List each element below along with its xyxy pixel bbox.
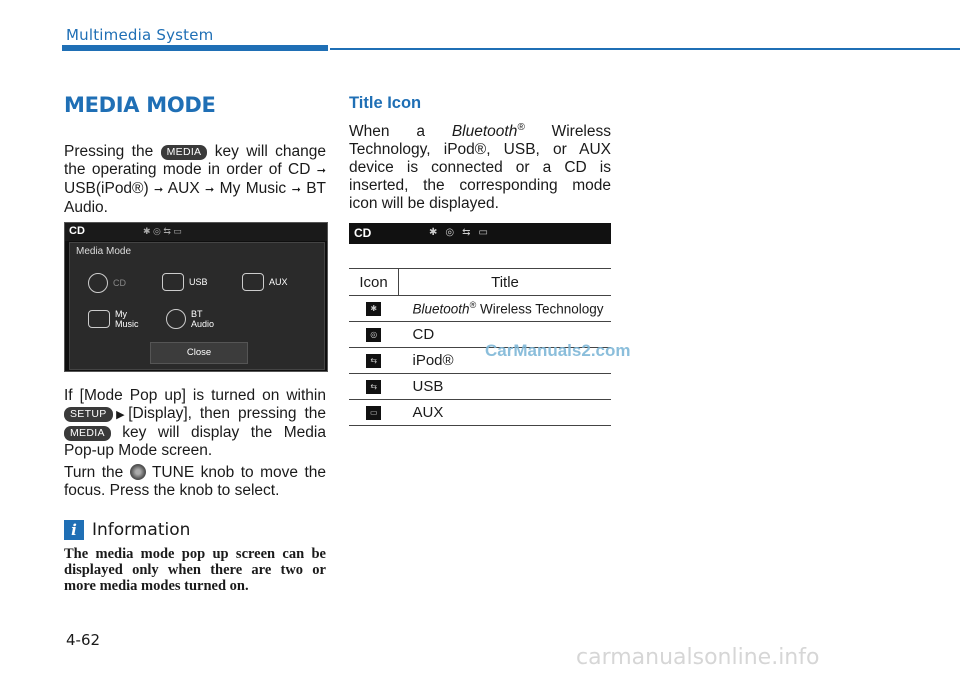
- info-icon: i: [64, 520, 84, 540]
- info-title: Information: [92, 520, 191, 540]
- bluetooth-icon: ✱: [366, 302, 381, 316]
- column-header-title: Title: [399, 269, 612, 296]
- status-source-label: CD: [354, 226, 372, 240]
- table-cell-title: Bluetooth® Wireless Technology: [399, 296, 612, 322]
- aux-icon: ▭: [366, 406, 381, 420]
- table-row: [349, 400, 611, 426]
- mode-my-music-option[interactable]: My Music: [88, 309, 139, 329]
- tune-knob-icon: [130, 464, 146, 480]
- watermark-online: carmanualsonline.info: [576, 645, 820, 670]
- usb-icon: ⇆: [366, 380, 381, 394]
- media-key: MEDIA: [64, 426, 111, 441]
- status-icons: ✱ ◎ ⇆ ▭: [143, 226, 182, 236]
- usb-icon: [162, 273, 184, 291]
- table-cell-title: USB: [399, 374, 612, 400]
- title-icon-paragraph: When a Bluetooth® Wireless Technology, iPod®, USB, or AUX device is connected or a CD is inserted, the corresponding mode icon will be displayed.: [349, 122, 611, 213]
- folder-music-icon: [88, 310, 110, 328]
- triangle-right-icon: ▶: [112, 409, 129, 421]
- table-row: [349, 374, 611, 400]
- media-mode-screen: [64, 222, 328, 372]
- arrow-icon: ➞: [205, 184, 215, 196]
- cd-icon: [88, 273, 108, 293]
- media-key: MEDIA: [161, 145, 208, 160]
- screen-source-label: CD: [69, 225, 85, 237]
- title-status-bar: [349, 223, 611, 244]
- cd-icon: ◎: [445, 227, 455, 238]
- media-mode-paragraph: Pressing the MEDIA key will change the operating mode in order of CD ➞ USB(iPod®) ➞ AUX ➞ My Music ➞ BT Audio.: [64, 143, 326, 216]
- arrow-icon: ➞: [154, 184, 164, 196]
- table-cell-title: iPod®: [399, 348, 612, 374]
- mode-usb-option[interactable]: USB: [162, 273, 208, 291]
- tune-paragraph: Turn the TUNE knob to move the focus. Press the knob to select.: [64, 464, 326, 499]
- section-title: Multimedia System: [66, 26, 214, 44]
- close-button[interactable]: Close: [150, 342, 248, 364]
- table-cell-title: AUX: [399, 400, 612, 426]
- header-rule-thin: [330, 48, 960, 50]
- arrow-icon: ➞: [291, 184, 301, 196]
- table-row: [349, 296, 611, 322]
- screen-status-bar: [65, 223, 327, 241]
- header-rule-thick: [62, 45, 328, 51]
- popup-setting-paragraph: If [Mode Pop up] is turned on within SETUP ▶[Display], then pressing the MEDIA key will display the Media Pop-up Mode screen.: [64, 387, 326, 459]
- bluetooth-icon: [166, 309, 186, 329]
- mode-bt-audio-option[interactable]: BT Audio: [166, 309, 214, 329]
- info-text: The media mode pop up screen can be displayed only when there are two or more media modes turned on.: [64, 546, 326, 594]
- watermark-carmanuals: CarManuals2.com: [485, 341, 631, 360]
- popup-title: Media Mode: [76, 246, 132, 257]
- media-mode-heading: MEDIA MODE: [64, 93, 216, 117]
- aux-icon: ▭: [478, 227, 488, 238]
- aux-icon: [242, 273, 264, 291]
- media-mode-popup: [69, 242, 325, 370]
- usb-icon: ⇆: [366, 354, 381, 368]
- bluetooth-icon: ✱: [429, 227, 438, 238]
- title-icon-heading: Title Icon: [349, 94, 422, 112]
- table-cell-title: CD: [399, 322, 612, 348]
- table-header-row: [349, 269, 611, 296]
- arrow-icon: ➞: [316, 165, 326, 177]
- usb-icon: ⇆: [462, 227, 471, 238]
- mode-cd-option[interactable]: CD: [88, 273, 126, 293]
- mode-aux-option[interactable]: AUX: [242, 273, 288, 291]
- cd-icon: ◎: [366, 328, 381, 342]
- setup-key: SETUP: [64, 407, 113, 422]
- column-header-icon: Icon: [349, 269, 399, 296]
- page-number: 4-62: [66, 631, 101, 649]
